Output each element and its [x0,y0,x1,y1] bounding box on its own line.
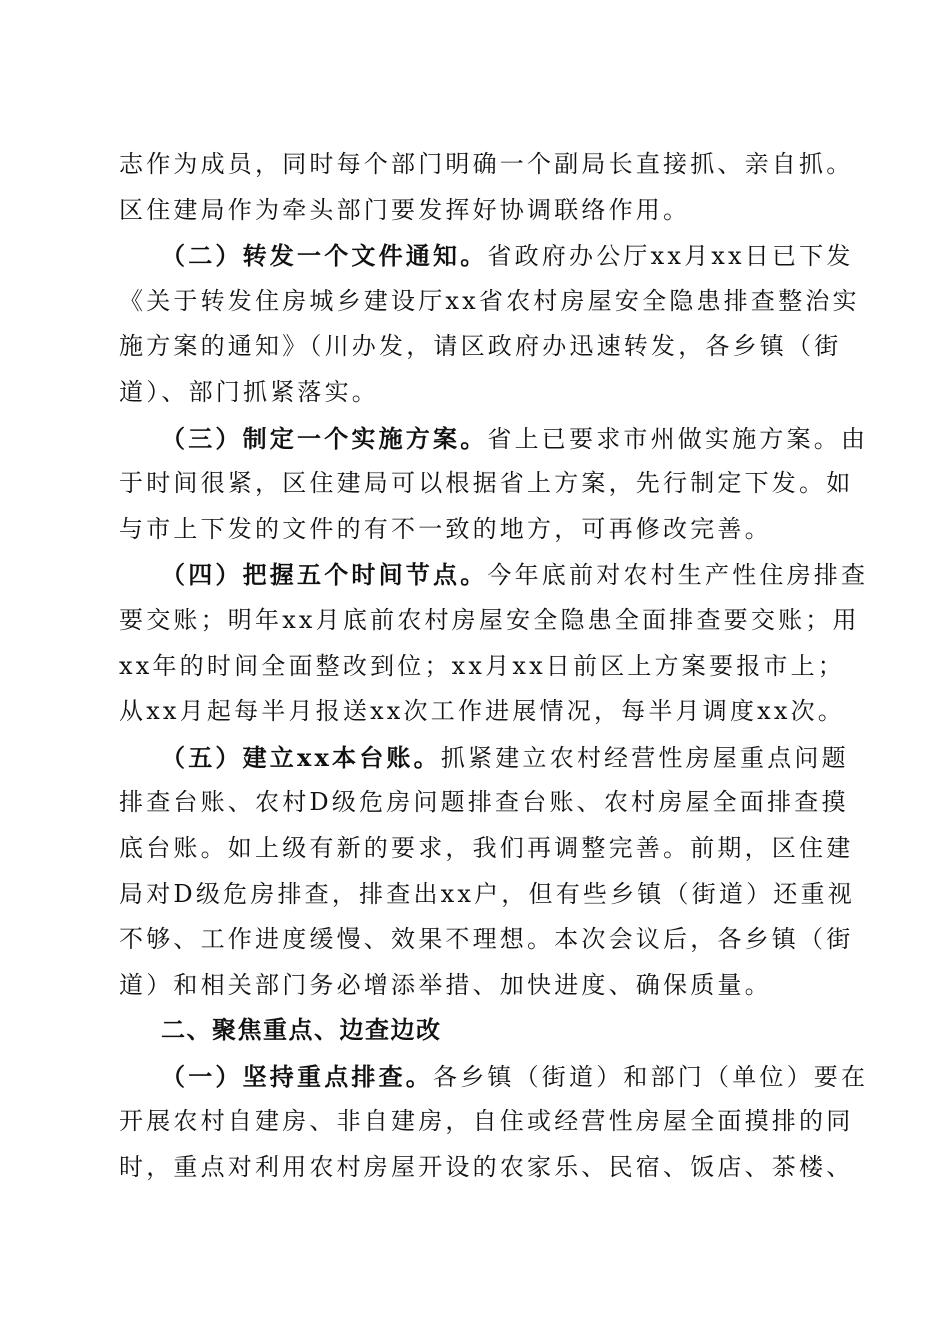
text-line [119,735,849,781]
text-line: 施方案的通知》（川办发，请区政府办迅速转发，各乡镇（街 [119,332,842,361]
text-line [119,552,869,598]
paragraph-title: （五）建立xx本台账。 [161,742,441,772]
paragraph-key-inspection [119,1054,869,1191]
section-heading: 二、聚焦重点、边查边改 [161,1016,442,1045]
text-run: 省政府办公厅xx月xx日已下发 [487,242,854,271]
text-line: 志作为成员，同时每个部门明确一个副局长直接抓、亲自抓。 [119,150,854,178]
paragraph-ledgers [119,735,855,1009]
text-line [119,1054,869,1100]
text-line [119,233,854,279]
paragraph-continuation [119,142,854,233]
paragraph-implementation-plan [119,416,869,553]
paragraph-title: （一）坚持重点排查。 [161,1061,433,1091]
text-line: 道）、部门抓紧落实。 [119,377,379,406]
paragraph-title: （三）制定一个实施方案。 [161,423,488,453]
text-run: 抓紧建立农村经营性房屋重点问题 [440,743,849,772]
text-line [119,416,869,462]
text-run: 各乡镇（街道）和部门（单位）要在 [433,1062,869,1091]
document-body [119,142,869,1191]
text-line: 开展农村自建房、非自建房，自住或经营性房屋全面摸排的同 [119,1107,854,1136]
text-line: 底台账。如上级有新的要求，我们再调整完善。前期，区住建 [119,833,854,862]
text-line: 《关于转发住房城乡建设厅xx省农村房屋安全隐患排查整治实 [119,286,860,315]
text-line: 与市上下发的文件的有不一致的地方，可再修改完善。 [119,514,772,543]
paragraph-forward-notice [119,233,860,415]
text-line: 时，重点对利用农村房屋开设的农家乐、民宿、饭店、茶楼、 [119,1153,854,1182]
text-line: 要交账；明年xx月底前农村房屋安全隐患全面排查要交账；用 [119,605,860,634]
paragraph-title: （四）把握五个时间节点。 [161,560,488,590]
text-line: 排查台账、农村D级危房问题排查台账、农村房屋全面排查摸 [119,788,849,817]
text-line: 道）和相关部门务必增添举措、加快进度、确保质量。 [119,970,772,999]
text-line: 于时间很紧，区住建局可以根据省上方案，先行制定下发。如 [119,469,854,498]
text-line: 从xx月起每半月报送xx次工作进展情况，每半月调度xx次。 [119,697,846,726]
text-line: xx年的时间全面整改到位；xx月xx日前区上方案要报市上； [119,651,846,680]
paragraph-time-nodes [119,552,869,734]
text-line: 区住建局作为牵头部门要发挥好协调联络作用。 [119,195,691,224]
text-run: 省上已要求市州做实施方案。由 [487,424,869,453]
text-line: 局对D级危房排查，排查出xx户，但有些乡镇（街道）还重视 [119,879,855,908]
paragraph-title: （二）转发一个文件通知。 [161,241,488,271]
text-run: 今年底前对农村生产性住房排查 [487,561,869,590]
text-line: 不够、工作进度缓慢、效果不理想。本次会议后，各乡镇（街 [119,925,854,954]
